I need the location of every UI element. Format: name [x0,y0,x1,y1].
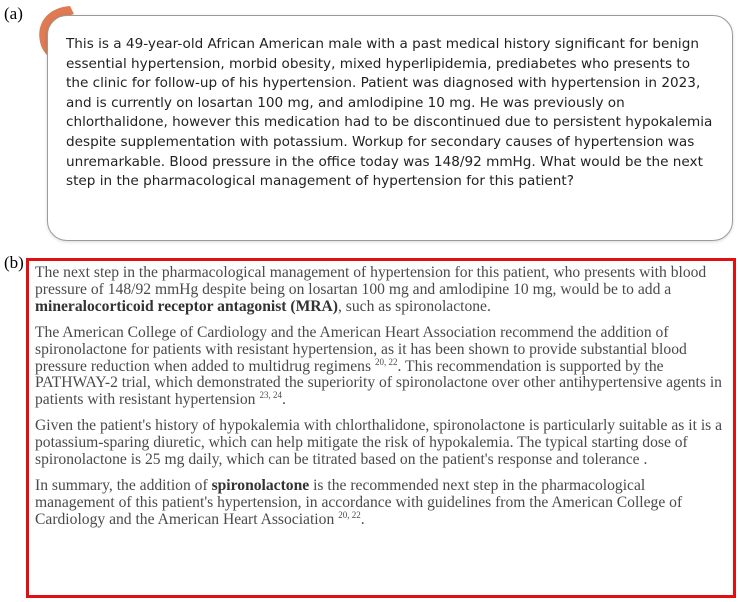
answer-paragraph-2 [35,325,727,410]
answer-paragraph-4 [35,478,727,529]
answer-p1-end: , such as spironolactone. [338,297,491,315]
answer-p4-end: . [360,510,365,528]
answer-p2-text-1: The American College of Cardiology and the American Heart Association recommend the addition of spironolactone for patients with resistant hypertension, as it has been shown to provide substantial blood pressure reduction when added to multidrug regimens [35,323,687,375]
question-text: This is a 49-year-old African American male with a past medical history significant for benign essential hypertension, morbid obesity, mixed hyperlipidemia, prediabetes who presents to the clinic for follow-up of his hypertension. Patient was diagnosed with hypertension in 2023, and is currently on losartan 100 mg, and amlodipine 10 mg. He was previously on chlorthalidone, however this medication had to be discontinued due to persistent hypokalemia despite supplementation with potassium. Workup for secondary causes of hypertension was unremarkable. Blood pressure in the office today was 148/92 mmHg. What would be the next step in the pharmacological management of hypertension for this patient? [66,36,713,190]
question-bubble [47,15,733,241]
citation: 20, 22 [338,509,361,520]
answer-paragraph-3: Given the patient's history of hypokalemia with chlorthalidone, spironolactone is particularly suitable as it is a potassium-sparing diuretic, which can help mitigate the risk of hypokalemia. The typical starting dose of spironolactone is 25 mg daily, which can be titrated based on the patient's response and tolerance . [35,417,723,469]
citation: 20, 22 [375,356,398,367]
panel-label-a: (a) [4,4,23,23]
answer-p2-text-2: . This recommendation is supported by the PATHWAY-2 trial, which demonstrated the superiority of spironolactone over other antihypertensive agents in patients with resistant hypertension [35,357,722,409]
panel-label-b: (b) [4,253,24,272]
answer-p4-text-2: is the recommended next step in the pharmacological management of this patient's hypertension, in accordance with guidelines from the American College of Cardiology and the American Heart Association [35,476,683,528]
answer-p1-text: The next step in the pharmacological management of hypertension for this patient, who presents with blood pressure of 148/92 mmHg despite being on losartan 100 mg and amlodipine 10 mg, would be to add a [35,264,707,298]
citation: 23, 24 [259,390,282,401]
answer-p2-end: . [281,391,286,409]
answer-p4-bold: spironolactone [211,476,310,494]
answer-box [26,258,736,598]
answer-p1-bold: mineralocorticoid receptor antagonist (MRA) [35,297,338,315]
answer-paragraph-1 [35,265,727,316]
answer-p4-text-1: In summary, the addition of [35,476,212,494]
